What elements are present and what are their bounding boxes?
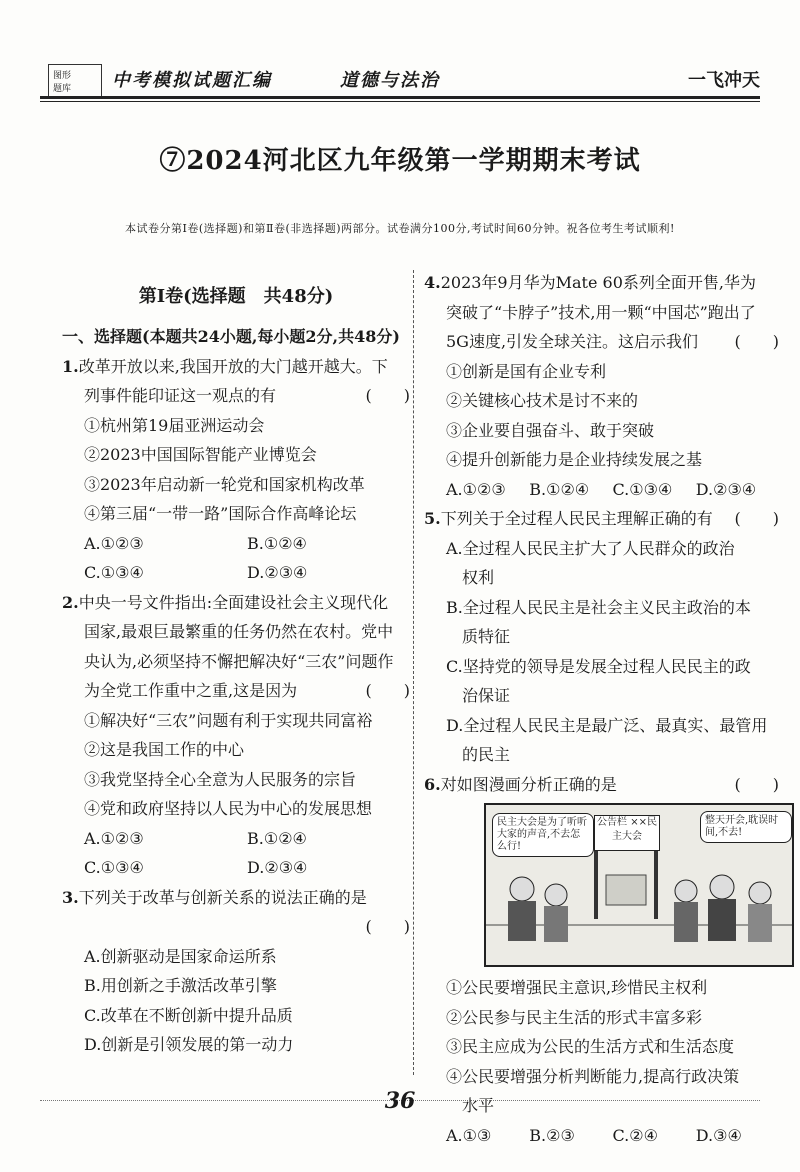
question-stem: 中央一号文件指出:全面建设社会主义现代化 xyxy=(78,592,389,612)
statement-item: ③2023年启动新一轮党和国家机构改革 xyxy=(84,474,365,494)
statement-item: ①解决好“三农”问题有利于实现共同富裕 xyxy=(84,710,373,730)
statement-item: ③我党坚持全心全意为人民服务的宗旨 xyxy=(84,769,357,789)
statement-item: ④公民要增强分析判断能力,提高行政决策 xyxy=(446,1066,740,1086)
option-a: A.①②③ xyxy=(446,479,506,499)
speech-bubble-left: 民主大会是为了听听大家的声音,不去怎么行! xyxy=(492,813,594,857)
page-header xyxy=(40,62,760,102)
exam-instructions: 本试卷分第Ⅰ卷(选择题)和第Ⅱ卷(非选择题)两部分。试卷满分100分,考试时间60分钟。祝各位考生考试顺利! xyxy=(125,222,675,235)
series-title: 中考模拟试题汇编 xyxy=(112,70,272,91)
option-b: B.①②④ xyxy=(529,479,590,499)
cartoon-image xyxy=(484,803,794,967)
answer-bracket: ( ) xyxy=(365,917,410,936)
speech-bubble-right: 整天开会,耽误时间,不去! xyxy=(700,811,792,843)
statement-item: ②2023中国国际智能产业博览会 xyxy=(84,445,317,464)
choice-item: C.改革在不断创新中提升品质 xyxy=(84,1005,293,1025)
question-number: 6. xyxy=(424,774,441,794)
choice-item-cont: 的民主 xyxy=(462,745,511,764)
statement-item: ④党和政府坚持以人民为中心的发展思想 xyxy=(84,799,373,818)
choice-item: A.创新驱动是国家命运所系 xyxy=(84,946,277,966)
answer-bracket: ( ) xyxy=(734,774,779,794)
question-stem: 下列关于改革与创新关系的说法正确的是 xyxy=(78,887,367,907)
subject-title: 道德与法治 xyxy=(340,70,440,91)
answer-bracket: ( ) xyxy=(365,386,410,405)
choice-item-cont: 质特征 xyxy=(462,627,511,646)
logo-bottom-text: 题库 xyxy=(53,84,72,94)
statement-item: ①公民要增强民主意识,珍惜民主权利 xyxy=(446,978,708,997)
option-c: C.②④ xyxy=(612,1125,658,1145)
question-stem: 国家,最艰巨最繁重的任务仍然在农村。党中 xyxy=(84,622,394,641)
statement-item: ④第三届“一带一路”国际合作高峰论坛 xyxy=(84,504,357,523)
question-number: 4. xyxy=(424,273,441,292)
statement-item: ③企业要自强奋斗、敢于突破 xyxy=(446,420,655,440)
left-column xyxy=(62,282,410,1060)
question-stem: 对如图漫画分析正确的是 xyxy=(440,774,617,794)
question-number: 2. xyxy=(62,592,79,612)
question-stem: 改革开放以来,我国开放的大门越开越大。下 xyxy=(78,356,388,376)
choice-item: D.创新是引领发展的第一动力 xyxy=(84,1035,294,1054)
question-1 xyxy=(62,352,410,588)
question-stem: 2023年9月华为Mate 60系列全面开售,华为 xyxy=(440,273,756,292)
question-stem: 为全党工作重中之重,这是因为 xyxy=(84,681,298,700)
choice-item: A.全过程人民民主扩大了人民群众的政治 xyxy=(446,538,735,558)
question-3 xyxy=(62,883,410,1060)
statement-item: ④提升创新能力是企业持续发展之基 xyxy=(446,450,703,469)
option-b: B.①②④ xyxy=(247,533,307,553)
choice-item: B.用创新之手激活改革引擎 xyxy=(84,976,277,995)
choice-item: B.全过程人民民主是社会主义民主政治的本 xyxy=(446,597,751,617)
statement-item: ③民主应成为公民的生活方式和生活态度 xyxy=(446,1037,735,1056)
statement-item: ①杭州第19届亚洲运动会 xyxy=(84,415,265,435)
right-column xyxy=(424,268,779,1150)
header-rule-thin xyxy=(40,101,760,102)
series-logo xyxy=(48,64,102,98)
question-2 xyxy=(62,588,410,883)
option-b: B.②③ xyxy=(529,1125,575,1145)
option-d: D.②③④ xyxy=(695,479,757,499)
statement-item-cont: 水平 xyxy=(462,1096,495,1115)
answer-bracket: ( ) xyxy=(365,681,410,700)
question-stem: 央认为,必须坚持不懈把解决好“三农”问题作 xyxy=(84,651,394,671)
option-a: A.①③ xyxy=(446,1125,492,1145)
option-d: D.③④ xyxy=(695,1125,742,1145)
logo-top-text: 图形 xyxy=(53,71,72,81)
exam-title: ⑦2024河北区九年级第一学期期末考试 xyxy=(159,146,641,176)
answer-bracket: ( ) xyxy=(734,509,779,528)
option-c: C.①③④ xyxy=(84,563,144,582)
question-5 xyxy=(424,504,779,770)
question-4 xyxy=(424,268,779,504)
choice-item-cont: 权利 xyxy=(462,568,495,587)
option-b: B.①②④ xyxy=(247,828,307,848)
question-stem: 突破了“卡脖子”技术,用一颗“中国芯”跑出了 xyxy=(446,302,756,322)
option-d: D.②③④ xyxy=(247,563,308,582)
question-stem: 5G速度,引发全球关注。这启示我们 xyxy=(446,332,699,351)
option-a: A.①②③ xyxy=(84,828,144,848)
section-heading: 一、选择题(本题共24小题,每小题2分,共48分) xyxy=(62,327,400,346)
question-stem: 下列关于全过程人民民主理解正确的有 xyxy=(440,509,713,528)
header-rule xyxy=(40,96,760,99)
notice-board: 公告栏 ××民主大会 xyxy=(594,815,660,851)
answer-bracket: ( ) xyxy=(734,332,779,351)
option-a: A.①②③ xyxy=(84,533,144,553)
question-number: 5. xyxy=(424,509,441,528)
page-number: 36 xyxy=(384,1088,416,1114)
statement-item: ②公民参与民主生活的形式丰富多彩 xyxy=(446,1007,703,1027)
statement-item: ②这是我国工作的中心 xyxy=(84,740,245,759)
brand-name: 一飞冲天 xyxy=(688,70,760,91)
option-c: C.①③④ xyxy=(612,479,673,499)
statement-item: ①创新是国有企业专利 xyxy=(446,361,607,381)
column-divider xyxy=(413,270,414,1075)
choice-item-cont: 治保证 xyxy=(462,686,511,705)
question-stem: 列事件能印证这一观点的有 xyxy=(84,386,277,405)
option-c: C.①③④ xyxy=(84,858,144,877)
question-number: 3. xyxy=(62,887,79,907)
statement-item: ②关键核心技术是讨不来的 xyxy=(446,391,639,410)
section-title: 第Ⅰ卷(选择题 共48分) xyxy=(138,286,334,307)
option-d: D.②③④ xyxy=(247,858,308,877)
choice-item: D.全过程人民民主是最广泛、最真实、最管用 xyxy=(446,715,768,735)
question-number: 1. xyxy=(62,356,79,376)
choice-item: C.坚持党的领导是发展全过程人民民主的政 xyxy=(446,656,751,676)
